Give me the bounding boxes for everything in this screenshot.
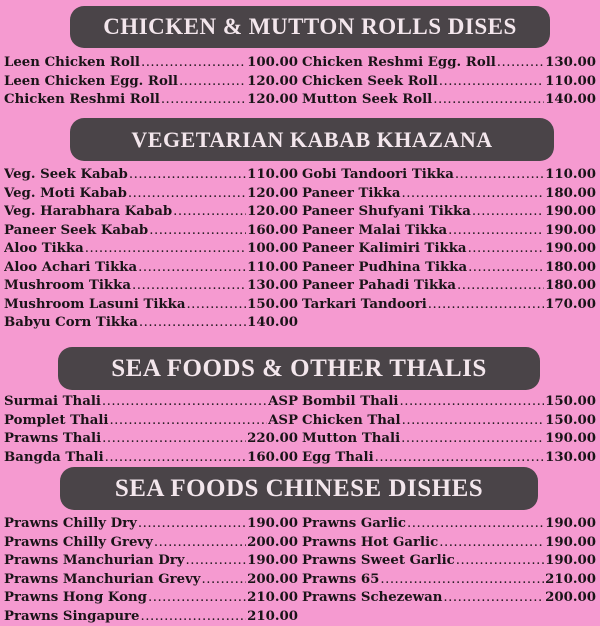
menu-item bbox=[4, 277, 298, 296]
item-price: 100.00 bbox=[247, 55, 298, 70]
menu-item bbox=[302, 534, 596, 553]
menu-item bbox=[302, 240, 596, 259]
item-price: 190.00 bbox=[545, 431, 596, 446]
item-price: 120.00 bbox=[247, 185, 298, 201]
item-price: 130.00 bbox=[247, 278, 298, 293]
item-name: Paneer Malai Tikka bbox=[302, 222, 448, 238]
item-price: 200.00 bbox=[247, 571, 298, 587]
menu-item bbox=[302, 449, 596, 468]
dot-leader bbox=[128, 185, 246, 204]
section-title: SEA FOODS & OTHER THALIS bbox=[58, 347, 540, 390]
right-column bbox=[302, 166, 596, 314]
item-name: Prawns Schezewan bbox=[302, 590, 443, 605]
dot-leader bbox=[141, 608, 247, 626]
item-price: 110.00 bbox=[247, 259, 298, 275]
item-name: Chicken Seek Roll bbox=[302, 73, 438, 89]
item-price: 160.00 bbox=[247, 449, 298, 465]
dot-leader bbox=[439, 73, 544, 92]
left-column bbox=[4, 166, 298, 333]
item-price: 200.00 bbox=[247, 534, 298, 550]
item-name: Leen Chicken Roll bbox=[4, 55, 140, 70]
item-price: 190.00 bbox=[545, 241, 596, 256]
item-name: Chicken Reshmi Roll bbox=[4, 92, 160, 107]
menu-item bbox=[302, 430, 596, 449]
menu-item bbox=[4, 552, 298, 571]
menu-item bbox=[4, 185, 298, 204]
item-name: Veg. Seek Kabab bbox=[4, 167, 128, 182]
item-name: Prawns Chilly Dry bbox=[4, 516, 137, 531]
item-name: Aloo Tikka bbox=[4, 241, 84, 256]
item-price: ASP bbox=[268, 412, 298, 428]
item-price: 140.00 bbox=[247, 315, 298, 330]
dot-leader bbox=[138, 515, 246, 534]
menu-item bbox=[4, 54, 298, 73]
item-price: 170.00 bbox=[545, 296, 596, 312]
dot-leader bbox=[439, 534, 544, 553]
menu-item bbox=[302, 515, 596, 534]
item-price: 190.00 bbox=[545, 553, 596, 568]
item-name: Veg. Moti Kabab bbox=[4, 185, 127, 201]
item-name: Prawns Hong Kong bbox=[4, 590, 147, 605]
item-price: 220.00 bbox=[247, 431, 298, 446]
item-name: Prawns 65 bbox=[302, 571, 380, 587]
item-price: 140.00 bbox=[545, 92, 596, 107]
item-name: Babyu Corn Tikka bbox=[4, 315, 138, 330]
item-price: 190.00 bbox=[545, 222, 596, 238]
left-column bbox=[4, 515, 298, 626]
item-name: Mushroom Tikka bbox=[4, 278, 131, 293]
menu-item bbox=[4, 412, 298, 431]
item-price: 150.00 bbox=[247, 296, 298, 312]
dot-leader bbox=[455, 166, 544, 185]
item-name: Prawns Manchurian Grevy bbox=[4, 571, 201, 587]
menu-item bbox=[302, 552, 596, 571]
dot-leader bbox=[457, 277, 544, 296]
item-name: Paneer Pudhina Tikka bbox=[302, 259, 468, 275]
right-column bbox=[302, 393, 596, 467]
dot-leader bbox=[102, 430, 246, 449]
dot-leader bbox=[402, 412, 545, 431]
menu-item bbox=[302, 277, 596, 296]
menu-item bbox=[302, 259, 596, 278]
item-price: 180.00 bbox=[545, 185, 596, 201]
item-name: Prawns Chilly Grevy bbox=[4, 534, 153, 550]
menu-item bbox=[302, 412, 596, 431]
item-price: 160.00 bbox=[247, 222, 298, 238]
dot-leader bbox=[148, 589, 246, 608]
dot-leader bbox=[443, 589, 544, 608]
dot-leader bbox=[186, 552, 247, 571]
item-price: 210.00 bbox=[247, 590, 298, 605]
menu-item bbox=[302, 166, 596, 185]
dot-leader bbox=[401, 430, 544, 449]
item-name: Mushroom Lasuni Tikka bbox=[4, 296, 186, 312]
menu-item bbox=[4, 222, 298, 241]
menu-item bbox=[4, 259, 298, 278]
dot-leader bbox=[141, 54, 246, 73]
item-name: Veg. Harabhara Kabab bbox=[4, 204, 173, 219]
dot-leader bbox=[149, 222, 246, 241]
dot-leader bbox=[85, 240, 246, 259]
dot-leader bbox=[456, 552, 544, 571]
item-name: Bangda Thali bbox=[4, 449, 104, 465]
item-name: Chicken Thal bbox=[302, 412, 401, 428]
dot-leader bbox=[433, 91, 544, 110]
dot-leader bbox=[407, 515, 544, 534]
left-column bbox=[4, 54, 298, 110]
dot-leader bbox=[132, 277, 246, 296]
item-price: 190.00 bbox=[545, 516, 596, 531]
item-price: 180.00 bbox=[545, 259, 596, 275]
menu-item bbox=[4, 73, 298, 92]
item-price: 150.00 bbox=[545, 394, 596, 409]
item-name: Paneer Kalimiri Tikka bbox=[302, 241, 467, 256]
item-name: Tarkari Tandoori bbox=[302, 296, 427, 312]
item-name: Mutton Thali bbox=[302, 431, 401, 446]
menu-item bbox=[4, 534, 298, 553]
dot-leader bbox=[428, 296, 544, 315]
menu-item bbox=[302, 73, 596, 92]
menu-item bbox=[4, 449, 298, 468]
item-name: Bombil Thali bbox=[302, 394, 399, 409]
item-name: Paneer Tikka bbox=[302, 185, 401, 201]
dot-leader bbox=[109, 412, 267, 431]
item-name: Prawns Garlic bbox=[302, 516, 407, 531]
menu-item bbox=[4, 589, 298, 608]
menu-item bbox=[4, 203, 298, 222]
menu-item bbox=[302, 589, 596, 608]
dot-leader bbox=[186, 296, 246, 315]
dot-leader bbox=[401, 185, 544, 204]
section-title: VEGETARIAN KABAB KHAZANA bbox=[70, 118, 554, 161]
menu-item bbox=[302, 91, 596, 110]
dot-leader bbox=[468, 240, 545, 259]
menu-item bbox=[302, 296, 596, 315]
item-name: Paneer Pahadi Tikka bbox=[302, 278, 456, 293]
item-price: 190.00 bbox=[247, 553, 298, 568]
menu-item bbox=[4, 296, 298, 315]
item-price: 120.00 bbox=[247, 92, 298, 107]
menu-item bbox=[4, 393, 298, 412]
item-name: Gobi Tandoori Tikka bbox=[302, 167, 454, 182]
dot-leader bbox=[380, 571, 544, 590]
menu-item bbox=[302, 393, 596, 412]
dot-leader bbox=[138, 259, 246, 278]
item-price: 210.00 bbox=[545, 571, 596, 587]
item-name: Leen Chicken Egg. Roll bbox=[4, 73, 178, 89]
menu-item bbox=[4, 571, 298, 590]
right-column bbox=[302, 515, 596, 608]
item-name: Surmai Thali bbox=[4, 394, 101, 409]
item-price: 190.00 bbox=[545, 534, 596, 550]
dot-leader bbox=[105, 449, 246, 468]
item-name: Mutton Seek Roll bbox=[302, 92, 433, 107]
item-name: Paneer Shufyani Tikka bbox=[302, 204, 471, 219]
item-name: Prawns Manchurian Dry bbox=[4, 553, 185, 568]
item-price: ASP bbox=[268, 394, 298, 409]
item-name: Pomplet Thali bbox=[4, 412, 109, 428]
dot-leader bbox=[139, 314, 246, 333]
menu-item bbox=[4, 515, 298, 534]
item-price: 120.00 bbox=[247, 204, 298, 219]
menu-item bbox=[302, 185, 596, 204]
menu-item bbox=[302, 54, 596, 73]
item-price: 210.00 bbox=[247, 608, 298, 624]
menu-item bbox=[302, 571, 596, 590]
dot-leader bbox=[468, 259, 544, 278]
dot-leader bbox=[472, 203, 544, 222]
item-name: Prawns Singapure bbox=[4, 608, 140, 624]
item-name: Chicken Reshmi Egg. Roll bbox=[302, 55, 496, 70]
menu-item bbox=[302, 222, 596, 241]
dot-leader bbox=[448, 222, 544, 241]
item-price: 110.00 bbox=[545, 167, 596, 182]
item-price: 200.00 bbox=[545, 590, 596, 605]
dot-leader bbox=[129, 166, 246, 185]
section-title: CHICKEN & MUTTON ROLLS DISES bbox=[70, 6, 550, 48]
dot-leader bbox=[179, 73, 246, 92]
dot-leader bbox=[102, 393, 267, 412]
menu-item bbox=[4, 608, 298, 626]
item-price: 190.00 bbox=[247, 516, 298, 531]
item-name: Prawns Sweet Garlic bbox=[302, 553, 455, 568]
item-price: 190.00 bbox=[545, 204, 596, 219]
dot-leader bbox=[154, 534, 246, 553]
item-name: Prawns Hot Garlic bbox=[302, 534, 439, 550]
dot-leader bbox=[375, 449, 544, 468]
item-name: Prawns Thali bbox=[4, 431, 102, 446]
item-price: 110.00 bbox=[247, 167, 298, 182]
menu-item bbox=[4, 430, 298, 449]
item-price: 130.00 bbox=[545, 449, 596, 465]
item-name: Egg Thali bbox=[302, 449, 374, 465]
dot-leader bbox=[497, 54, 544, 73]
menu-item bbox=[4, 240, 298, 259]
menu-item bbox=[4, 166, 298, 185]
item-price: 110.00 bbox=[545, 73, 596, 89]
dot-leader bbox=[161, 91, 246, 110]
item-name: Paneer Seek Kabab bbox=[4, 222, 149, 238]
left-column bbox=[4, 393, 298, 467]
item-price: 100.00 bbox=[247, 241, 298, 256]
right-column bbox=[302, 54, 596, 110]
item-name: Aloo Achari Tikka bbox=[4, 259, 138, 275]
dot-leader bbox=[173, 203, 246, 222]
menu-item bbox=[302, 203, 596, 222]
item-price: 180.00 bbox=[545, 278, 596, 293]
menu-item bbox=[4, 91, 298, 110]
dot-leader bbox=[202, 571, 247, 590]
item-price: 150.00 bbox=[545, 412, 596, 428]
item-price: 130.00 bbox=[545, 55, 596, 70]
section-title: SEA FOODS CHINESE DISHES bbox=[60, 467, 538, 510]
menu-item bbox=[4, 314, 298, 333]
dot-leader bbox=[400, 393, 545, 412]
item-price: 120.00 bbox=[247, 73, 298, 89]
